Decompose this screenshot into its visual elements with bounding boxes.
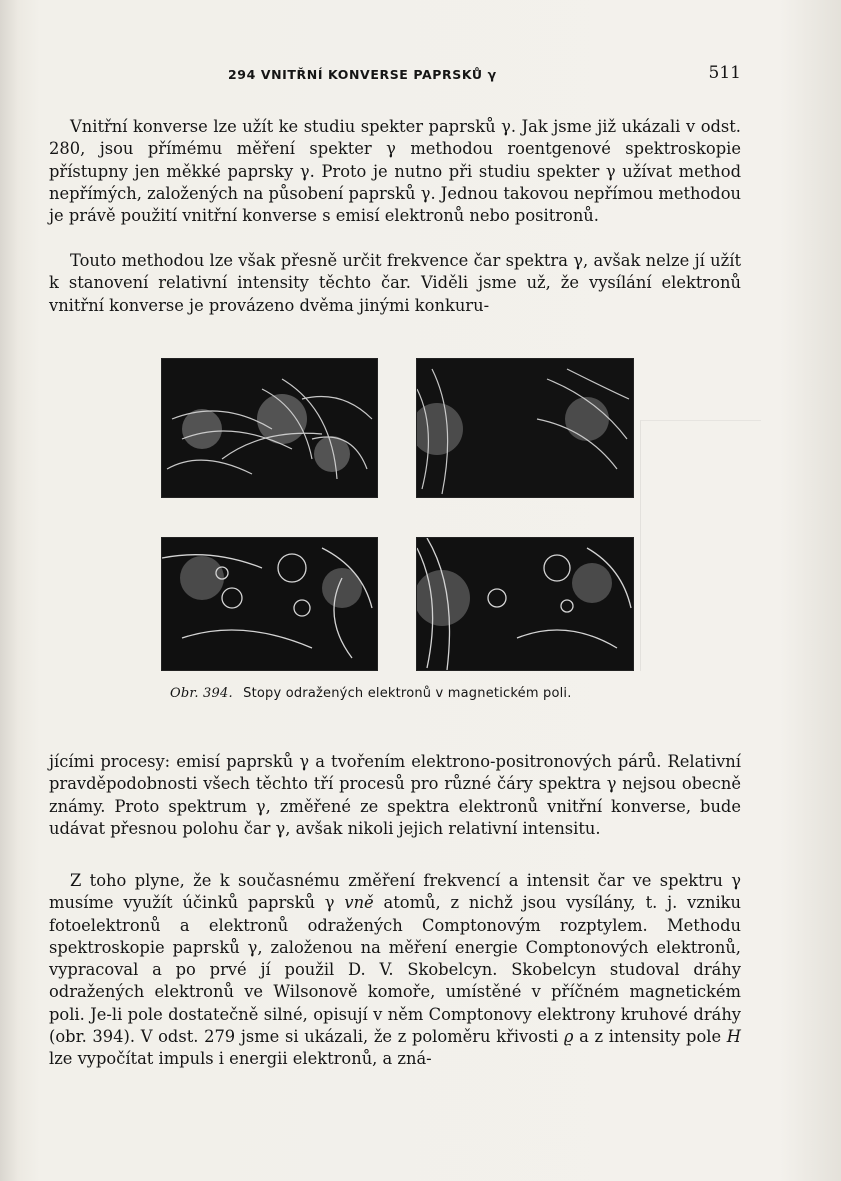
paragraph-4-part-2: atomů, z nichž jsou vysílány, t. j. vzniku fotoelektronů a elektronů odražených Comptonovým rozptylem. Methodu spektroskopie paprsků γ, založenou na měření energie Comptonových elektronů, vypracoval a po prvé jí použil D. V. Skobelcyn. Skobelcyn studoval dráhy odražených elektronů ve Wilsonově komoře, umístěné v příčném magnetickém poli. Je-li pole dostatečně silné, opisují v něm Comptonovy elektrony kruhové dráhy (obr. 394). V odst. 279 jsme si ukázali, že z poloměru křivosti bbox=[49, 893, 742, 1047]
running-header bbox=[228, 63, 741, 85]
paragraph-4-part-4: lze vypočítat impuls i energii elektronů, a zná- bbox=[49, 1049, 432, 1069]
paragraph-2: Touto methodou lze však přesně určit frekvence čar spektra γ, avšak nelze jí užít k stanovení relativní intensity těchto čar. Viděli jsme už, že vysílání elektronů vnitřní konverse je provázeno dvěma jinými konkuru- bbox=[49, 251, 741, 315]
paragraph-4-part-3: a z intensity pole bbox=[573, 1027, 727, 1047]
cloud-chamber-photo-1 bbox=[161, 358, 378, 498]
paragraph-3: jícími procesy: emisí paprsků γ a tvořením elektrono-positronových párů. Relativní pravděpodobnosti všech těchto tří procesů pro různé čáry spektra γ nejsou obecně známy. Proto spektrum γ, změřené ze spektra elektronů vnitřní konverse, bude udávat přesnou polohu čar γ, avšak nikoli jejich relativní intensitu. bbox=[49, 752, 741, 838]
cloud-chamber-photo-2 bbox=[416, 358, 634, 498]
page-number: 511 bbox=[708, 63, 741, 83]
symbol-rho: ϱ bbox=[563, 1027, 574, 1047]
emphasis-vne: vně bbox=[344, 893, 374, 913]
symbol-h: H bbox=[726, 1027, 741, 1047]
paragraph-4-part-1: Z toho plyne, že k současnému změření frekvencí a intensit čar ve spektru γ musíme využít účinků paprsků γ bbox=[49, 871, 741, 913]
paragraph-4 bbox=[49, 870, 741, 1071]
cloud-chamber-photo-3 bbox=[161, 537, 378, 671]
bleed-through-shadow bbox=[640, 420, 761, 671]
figure-caption-text: Stopy odražených elektronů v magnetickém poli. bbox=[243, 686, 572, 701]
header-title: 294 VNITŘNÍ KONVERSE PAPRSKŮ γ bbox=[228, 67, 497, 82]
cloud-chamber-photo-4 bbox=[416, 537, 634, 671]
paragraph-1: Vnitřní konverse lze užít ke studiu spekter paprsků γ. Jak jsme již ukázali v odst. 280, jsou přímému měření spekter γ methodou roentgenové spektroskopie přístupny jen měkké paprsky γ. Proto je nutno při studiu spekter γ užívat method nepřímých, založených na působení paprsků γ. Jednou takovou nepřímou methodou je právě použití vnitřní konverse s emisí elektronů nebo positronů. bbox=[49, 117, 741, 226]
figure-caption bbox=[170, 686, 640, 701]
figure-label: Obr. 394. bbox=[170, 686, 233, 701]
